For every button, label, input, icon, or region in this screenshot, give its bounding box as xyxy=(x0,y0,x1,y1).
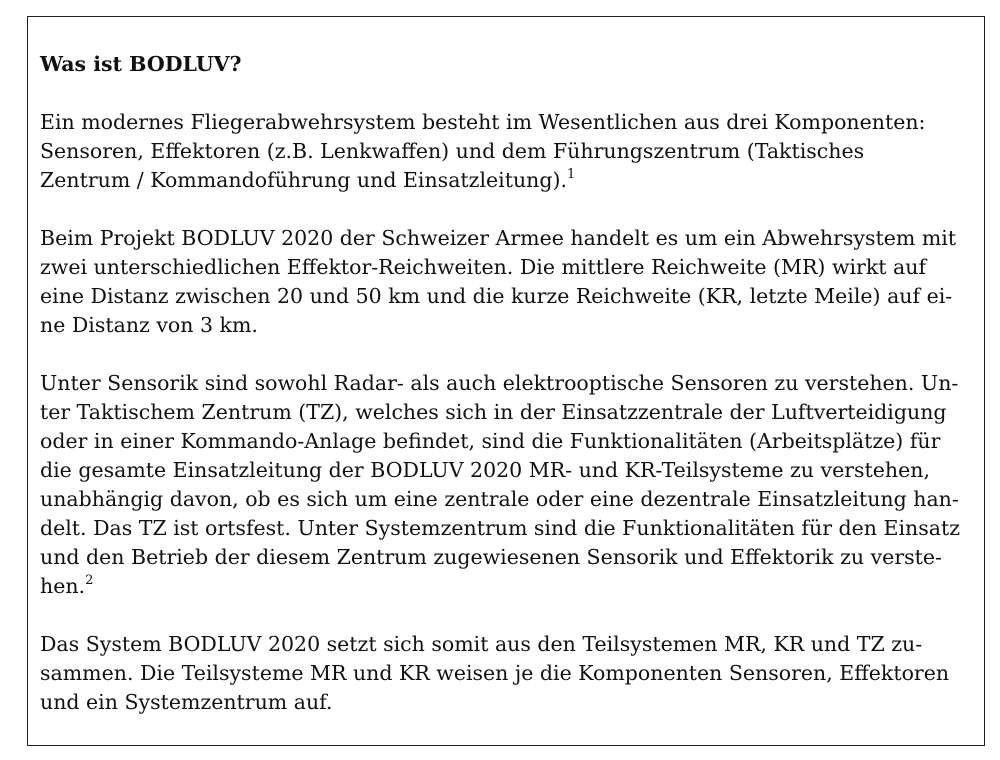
footnote-marker[interactable]: 2 xyxy=(85,573,94,589)
text-line-content: Zentrum / Kommandoführung und Einsatzleitung). xyxy=(40,168,567,192)
text-line-content: hen. xyxy=(40,574,86,598)
text-line: Beim Projekt BODLUV 2020 der Schweizer Armee handelt es um ein Abwehrsystem mit xyxy=(40,226,957,250)
text-line: Sensoren, Effektoren (z.B. Lenkwaffen) und dem Führungszentrum (Taktisches xyxy=(40,139,865,163)
text-line xyxy=(40,166,968,195)
text-line: sammen. Die Teilsysteme MR und KR weisen je die Komponenten Sensoren, Effektoren xyxy=(40,661,950,685)
text-line: oder in einer Kommando-Anlage befindet, sind die Funktionalitäten (Arbeitsplätze) für xyxy=(40,429,941,453)
text-line: die gesamte Einsatzleitung der BODLUV 2020 MR- und KR-Teilsysteme zu verstehen, xyxy=(40,458,930,482)
text-line: delt. Das TZ ist ortsfest. Unter Systemzentrum sind die Funktionalitäten für den Einsatz xyxy=(40,516,961,540)
document-content xyxy=(40,50,968,717)
paragraph-2 xyxy=(40,224,968,340)
paragraph-4 xyxy=(40,630,968,717)
text-line: ne Distanz von 3 km. xyxy=(40,313,258,337)
text-line xyxy=(40,572,968,601)
paragraph-1 xyxy=(40,108,968,195)
document-heading: Was ist BODLUV? xyxy=(40,52,242,76)
text-line: und ein Systemzentrum auf. xyxy=(40,690,333,714)
footnote-marker[interactable]: 1 xyxy=(566,167,576,183)
text-line: eine Distanz zwischen 20 und 50 km und die kurze Reichweite (KR, letzte Meile) auf ei- xyxy=(40,284,953,308)
text-line: Unter Sensorik sind sowohl Radar- als auch elektrooptische Sensoren zu verstehen. Un- xyxy=(40,371,959,395)
text-line: zwei unterschiedlichen Effektor-Reichweiten. Die mittlere Reichweite (MR) wirkt auf xyxy=(40,255,927,279)
paragraph-3 xyxy=(40,369,968,601)
text-line: und den Betrieb der diesem Zentrum zugewiesenen Sensorik und Effektorik zu verste- xyxy=(40,545,942,569)
text-line: Das System BODLUV 2020 setzt sich somit aus den Teilsystemen MR, KR und TZ zu- xyxy=(40,632,923,656)
text-line: ter Taktischem Zentrum (TZ), welches sich in der Einsatzzentrale der Luftverteidigung xyxy=(40,400,947,424)
text-line: Ein modernes Fliegerabwehrsystem besteht im Wesentlichen aus drei Komponenten: xyxy=(40,110,926,134)
text-line: unabhängig davon, ob es sich um eine zentrale oder eine dezentrale Einsatzleitung han- xyxy=(40,487,959,511)
